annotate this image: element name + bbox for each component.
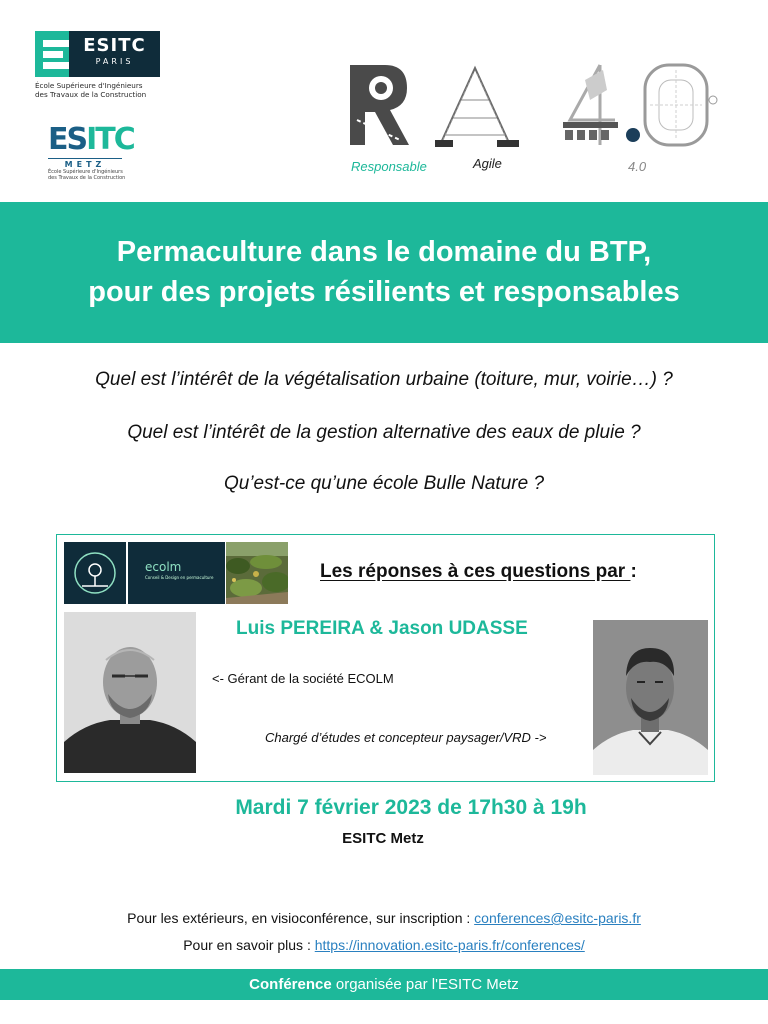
esitc-paris-subtitle-2: des Travaux de la Construction (35, 90, 147, 99)
esitc-metz-city: METZ (48, 158, 122, 169)
speaker-photo-pereira (64, 612, 196, 773)
esitc-paris-subtitle-1: École Supérieure d'Ingénieurs (35, 81, 143, 90)
title-line-2: pour des projets résilients et responsables (88, 276, 680, 308)
title-banner (0, 202, 768, 343)
ra40-label-agile: Agile (473, 156, 502, 171)
conferences-link[interactable]: https://innovation.esitc-paris.fr/conferences/ (314, 937, 585, 953)
esitc-metz-name-1: ES (48, 122, 87, 157)
esitc-metz-name-2: ITC (86, 122, 134, 157)
speaker-role-left: <- Gérant de la société ECOLM (212, 671, 394, 686)
speaker-photo-udasse (593, 620, 708, 775)
answers-title-colon: : (630, 561, 637, 582)
ecolm-logo-name: ecolm (145, 560, 182, 574)
info-more-text: Pour en savoir plus : (183, 937, 315, 953)
garden-photo (226, 542, 288, 604)
title-line-1: Permaculture dans le domaine du BTP, (116, 236, 652, 268)
event-date: Mardi 7 février 2023 de 17h30 à 19h (235, 796, 587, 819)
info-more (0, 937, 768, 953)
ecolm-logo-tagline: Conseil & Design en permaculture (145, 575, 214, 580)
esitc-paris-logo (35, 31, 160, 99)
event-place: ESITC Metz (342, 830, 424, 847)
esitc-paris-city: PARIS (95, 57, 134, 66)
answers-title-text: Les réponses à ces questions par (320, 561, 631, 582)
speaker-names: Luis PEREIRA & Jason UDASSE (236, 618, 528, 639)
ra40-label-40: 4.0 (628, 159, 647, 174)
ecolm-tree-icon (64, 542, 126, 604)
esitc-metz-logo (48, 122, 134, 181)
answers-title (320, 561, 637, 583)
esitc-metz-subtitle-1: École Supérieure d'Ingénieurs (48, 169, 123, 175)
esitc-e-icon (35, 31, 69, 77)
esitc-paris-name: ESITC (83, 35, 146, 56)
ra40-logo-graphic (345, 60, 723, 150)
question-2: Quel est l’intérêt de la gestion alternative des eaux de pluie ? (127, 422, 641, 443)
esitc-metz-subtitle-2: des Travaux de la Construction (48, 175, 126, 181)
question-1: Quel est l’intérêt de la végétalisation urbaine (toiture, mur, voirie…) ? (95, 369, 673, 390)
footer-rest: organisée par l'ESITC Metz (331, 976, 519, 993)
footer-bar (0, 969, 768, 1000)
question-3: Qu’est-ce qu’une école Bulle Nature ? (223, 473, 545, 494)
ecolm-logo (128, 542, 225, 604)
speaker-role-right: Chargé d’études et concepteur paysager/VRD -> (265, 730, 547, 745)
email-link[interactable]: conferences@esitc-paris.fr (474, 910, 641, 926)
info-registration (0, 910, 768, 926)
ra40-label-responsable: Responsable (351, 159, 427, 174)
info-registration-text: Pour les extérieurs, en visioconférence, sur inscription : (127, 910, 475, 926)
footer-bold: Conférence (249, 976, 332, 993)
